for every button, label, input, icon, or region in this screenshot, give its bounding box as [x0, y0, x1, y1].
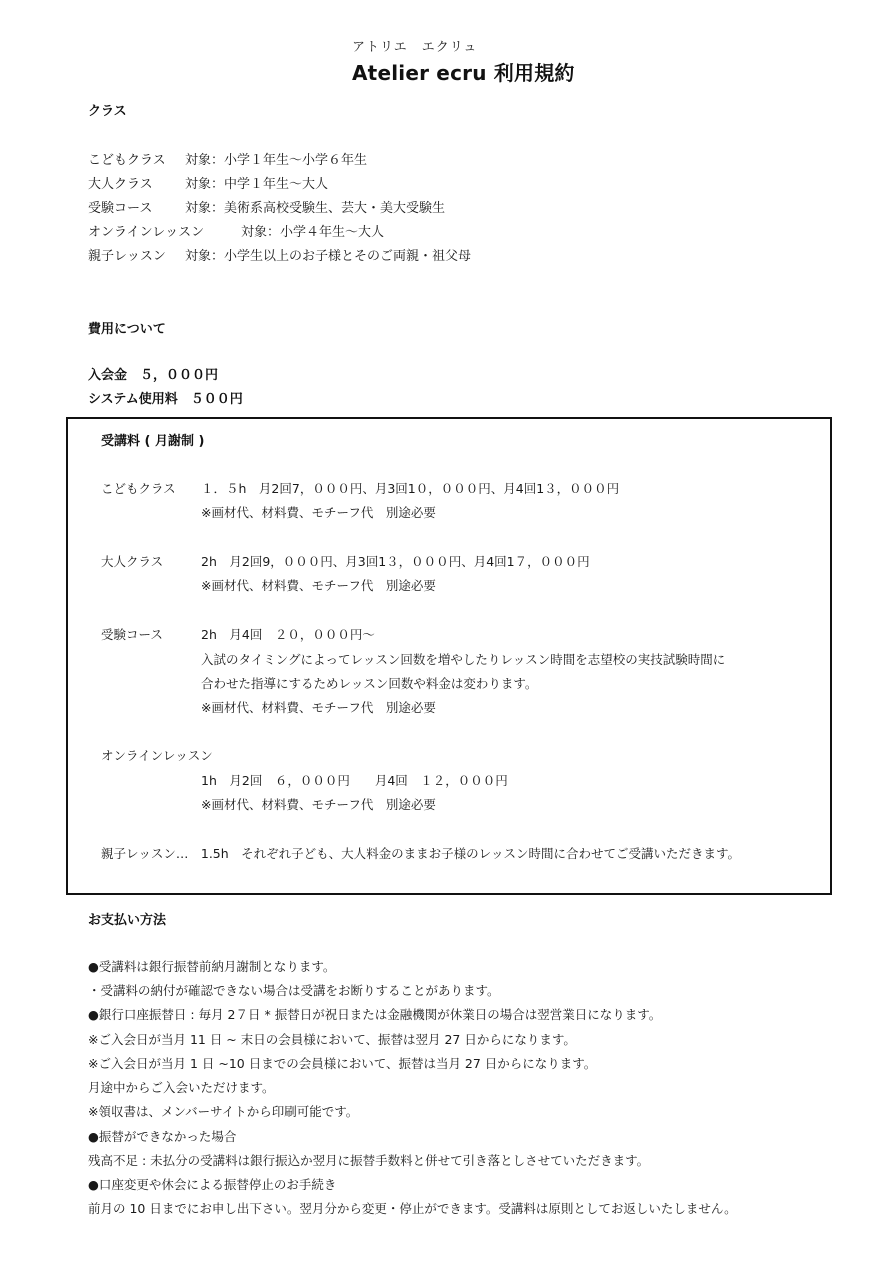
class-target-online: 対象：小学４年生～大人 — [241, 225, 385, 240]
payment-line: ※領収書は、メンバーサイトから印刷可能です。 — [88, 1104, 359, 1119]
class-name-exam: 受験コース — [88, 201, 153, 216]
tuition-exam-note: ※画材代、材料費、モチーフ代 別途必要 — [201, 700, 436, 715]
tuition-heading: 受講料 ( 月謝制 ) — [101, 434, 205, 449]
payment-line: 残高不足 : 未払分の受講料は銀行振込か翌月に振替手数料と併せて引き落としさせていただきます。 — [88, 1153, 650, 1168]
class-name-online: オンラインレッスン — [88, 225, 205, 240]
tuition-adult-price: 2h 月2回9，０００円、月3回1３，０００円、月4回1７，０００円 — [201, 554, 590, 569]
tuition-parent-child: 親子レッスン… 1.5h それぞれ子ども、大人料金のままお子様のレッスン時間に合わせてご受講いただきます。 — [101, 846, 741, 861]
class-target-parent-child: 対象：小学生以上のお子様とそのご両親・祖父母 — [185, 249, 472, 264]
system-fee: システム使用料 ５００円 — [88, 392, 243, 407]
tuition-exam-name: 受験コース — [101, 627, 163, 642]
tuition-online-note: ※画材代、材料費、モチーフ代 別途必要 — [201, 797, 436, 812]
class-target-exam: 対象：美術系高校受験生、芸大・美大受験生 — [185, 201, 446, 216]
fees-heading: 費用について — [88, 322, 166, 337]
class-name-parent-child: 親子レッスン — [88, 249, 166, 264]
classes-heading: クラス — [88, 104, 127, 119]
payment-line: 前月の 10 日までにお申し出下さい。翌月分から変更・停止ができます。受講料は原則としてお返しいたしません。 — [88, 1201, 737, 1216]
kana-title: アトリエ エクリュ — [352, 40, 478, 55]
tuition-kids-price: １．５h 月2回7，０００円、月3回1０，０００円、月4回1３，０００円 — [201, 481, 620, 496]
class-name-kids: こどもクラス — [88, 153, 166, 168]
tuition-kids-note: ※画材代、材料費、モチーフ代 別途必要 — [201, 505, 436, 520]
tuition-online-name: オンラインレッスン — [101, 748, 213, 763]
payment-line: ●振替ができなかった場合 — [88, 1129, 237, 1144]
tuition-online-price: 1h 月2回 ６，０００円 月4回 １２，０００円 — [201, 773, 508, 788]
tuition-exam-desc-2: 合わせた指導にするためレッスン回数や料金は変わります。 — [201, 676, 538, 691]
class-target-kids: 対象：小学１年生～小学６年生 — [185, 153, 368, 168]
payment-line: ・受講料の納付が確認できない場合は受講をお断りすることがあります。 — [88, 983, 500, 998]
tuition-adult-name: 大人クラス — [101, 554, 164, 569]
class-target-adult: 対象：中学１年生～大人 — [185, 177, 329, 192]
tuition-adult-note: ※画材代、材料費、モチーフ代 別途必要 — [201, 578, 436, 593]
payment-line: 月途中からご入会いただけます。 — [88, 1080, 275, 1095]
payment-line: ※ご入会日が当月 11 日 ~ 末日の会員様において、振替は翌月 27 日からになります。 — [88, 1032, 576, 1047]
payment-line: ●受講料は銀行振替前納月謝制となります。 — [88, 959, 336, 974]
entrance-fee: 入会金 ５，０００円 — [88, 368, 219, 383]
tuition-exam-price: 2h 月4回 ２０，０００円～ — [201, 627, 375, 642]
class-name-adult: 大人クラス — [88, 177, 153, 192]
tuition-kids-name: こどもクラス — [101, 481, 176, 496]
payment-line: ※ご入会日が当月 1 日 ~10 日までの会員様において、振替は当月 27 日からになります。 — [88, 1056, 597, 1071]
page-title: Atelier ecru 利用規約 — [352, 61, 575, 85]
payment-heading: お支払い方法 — [88, 913, 167, 928]
tuition-exam-desc-1: 入試のタイミングによってレッスン回数を増やしたりレッスン時間を志望校の実技試験時間に — [201, 652, 726, 667]
payment-line: ●銀行口座振替日 : 毎月 2７日 * 振替日が祝日または金融機関が休業日の場合は翌営業日になります。 — [88, 1007, 662, 1022]
payment-line: ●口座変更や休会による振替停止のお手続き — [88, 1177, 337, 1192]
